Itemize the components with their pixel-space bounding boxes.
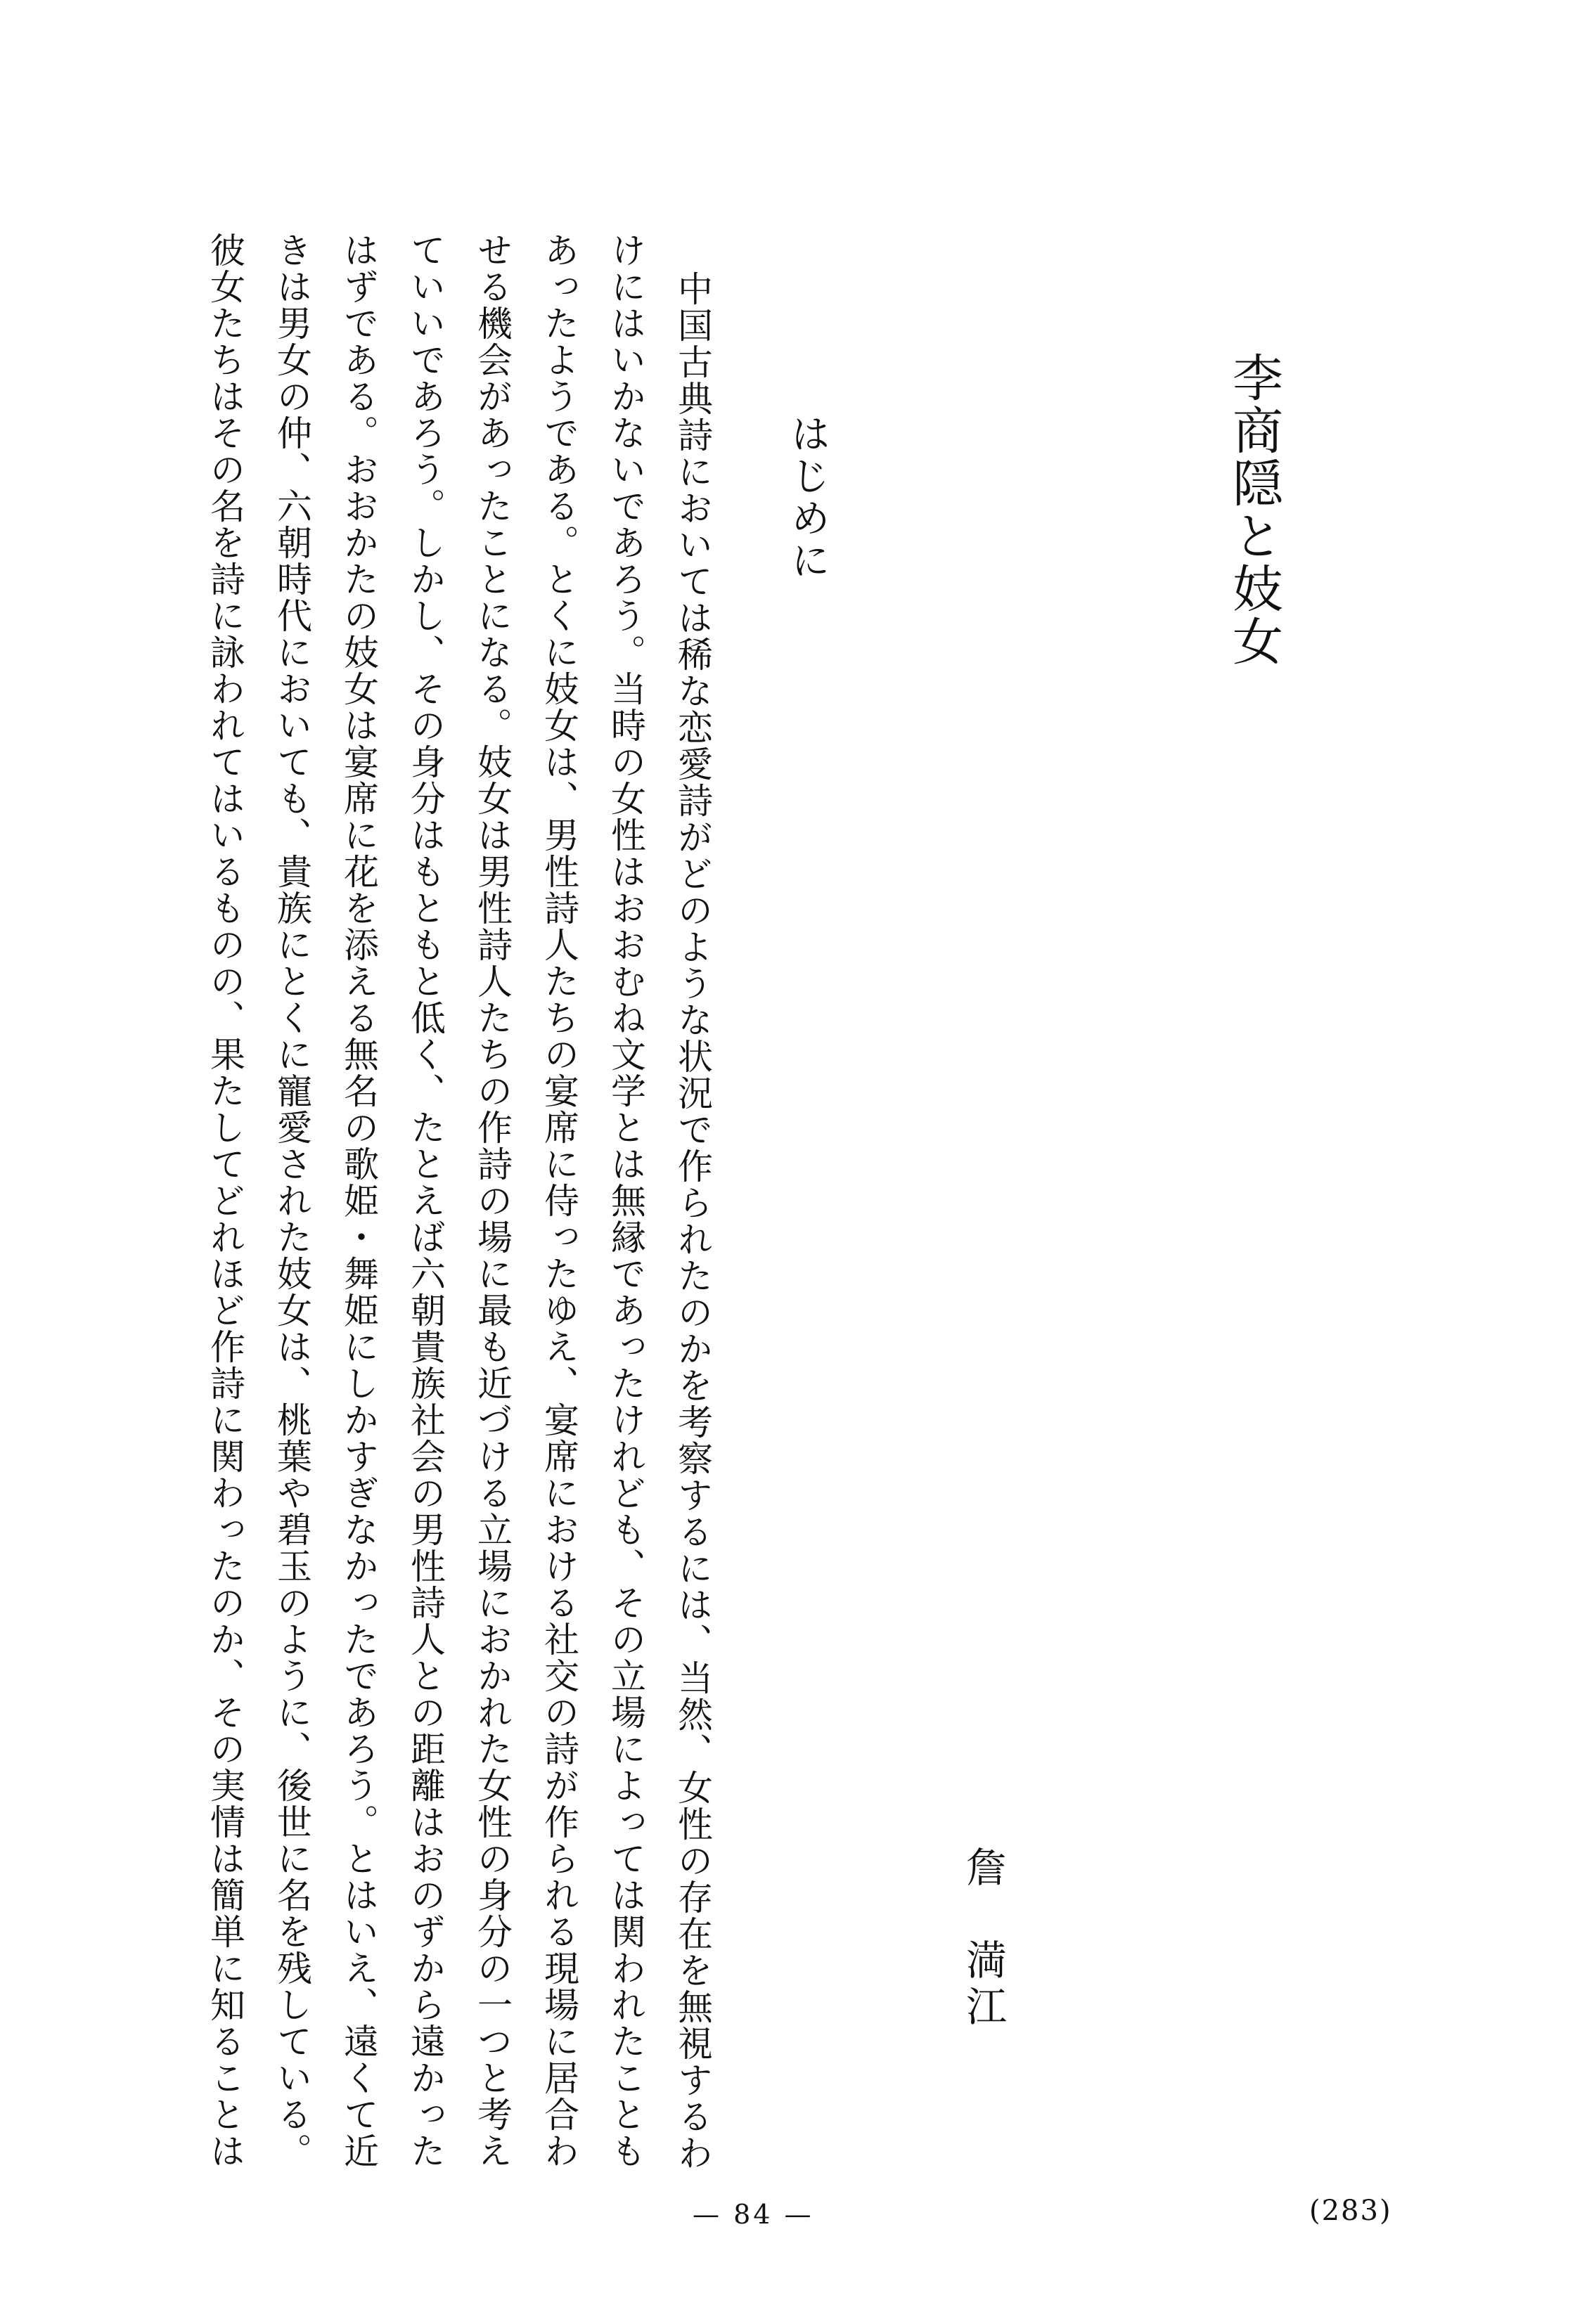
body-text	[191, 232, 726, 2193]
text-column: けにはいかないであろう。当時の女性はおおむね文学とは無縁であったけれども、その立場によっては関われたことも	[605, 232, 646, 2169]
text-column: せる機会があったことになる。妓女は男性詩人たちの作詩の場に最も近づける立場におかれた女性の身分の一つと考え	[472, 232, 513, 2169]
page-number: — 84 —	[693, 2199, 814, 2230]
article-title: 李商隠と妓女	[1224, 351, 1283, 668]
text-column: きは男女の仲、六朝時代においても、貴族にとくに寵愛された妓女は、桃葉や碧玉のように、後世に名を残している。	[271, 232, 312, 2169]
author-name: 詹 満江	[959, 1846, 1007, 2032]
section-heading: はじめに	[785, 413, 830, 582]
text-column: ていいであろう。しかし、その身分はもともと低く、たとえば六朝貴族社会の男性詩人との距離はおのずから遠かった	[405, 232, 446, 2169]
text-column: あったようである。とくに妓女は、男性詩人たちの宴席に侍ったゆえ、宴席における社交の詩が作られる現場に居合わ	[539, 232, 579, 2169]
text-column: はずである。おおかたの妓女は宴席に花を添える無名の歌姫・舞姫にしかすぎなかったであろう。とはいえ、遠くて近	[338, 232, 379, 2169]
text-column: 彼女たちはその名を詩に詠われてはいるものの、果たしてどれほど作詩に関わったのか、その実情は簡単に知ることは	[205, 232, 245, 2169]
parenthetical-page-number: (283)	[1309, 2195, 1392, 2227]
text-column: 中国古典詩においては稀な恋愛詩がどのような状況で作られたのかを考察するには、当然、女性の存在を無視するわ	[672, 271, 713, 2171]
